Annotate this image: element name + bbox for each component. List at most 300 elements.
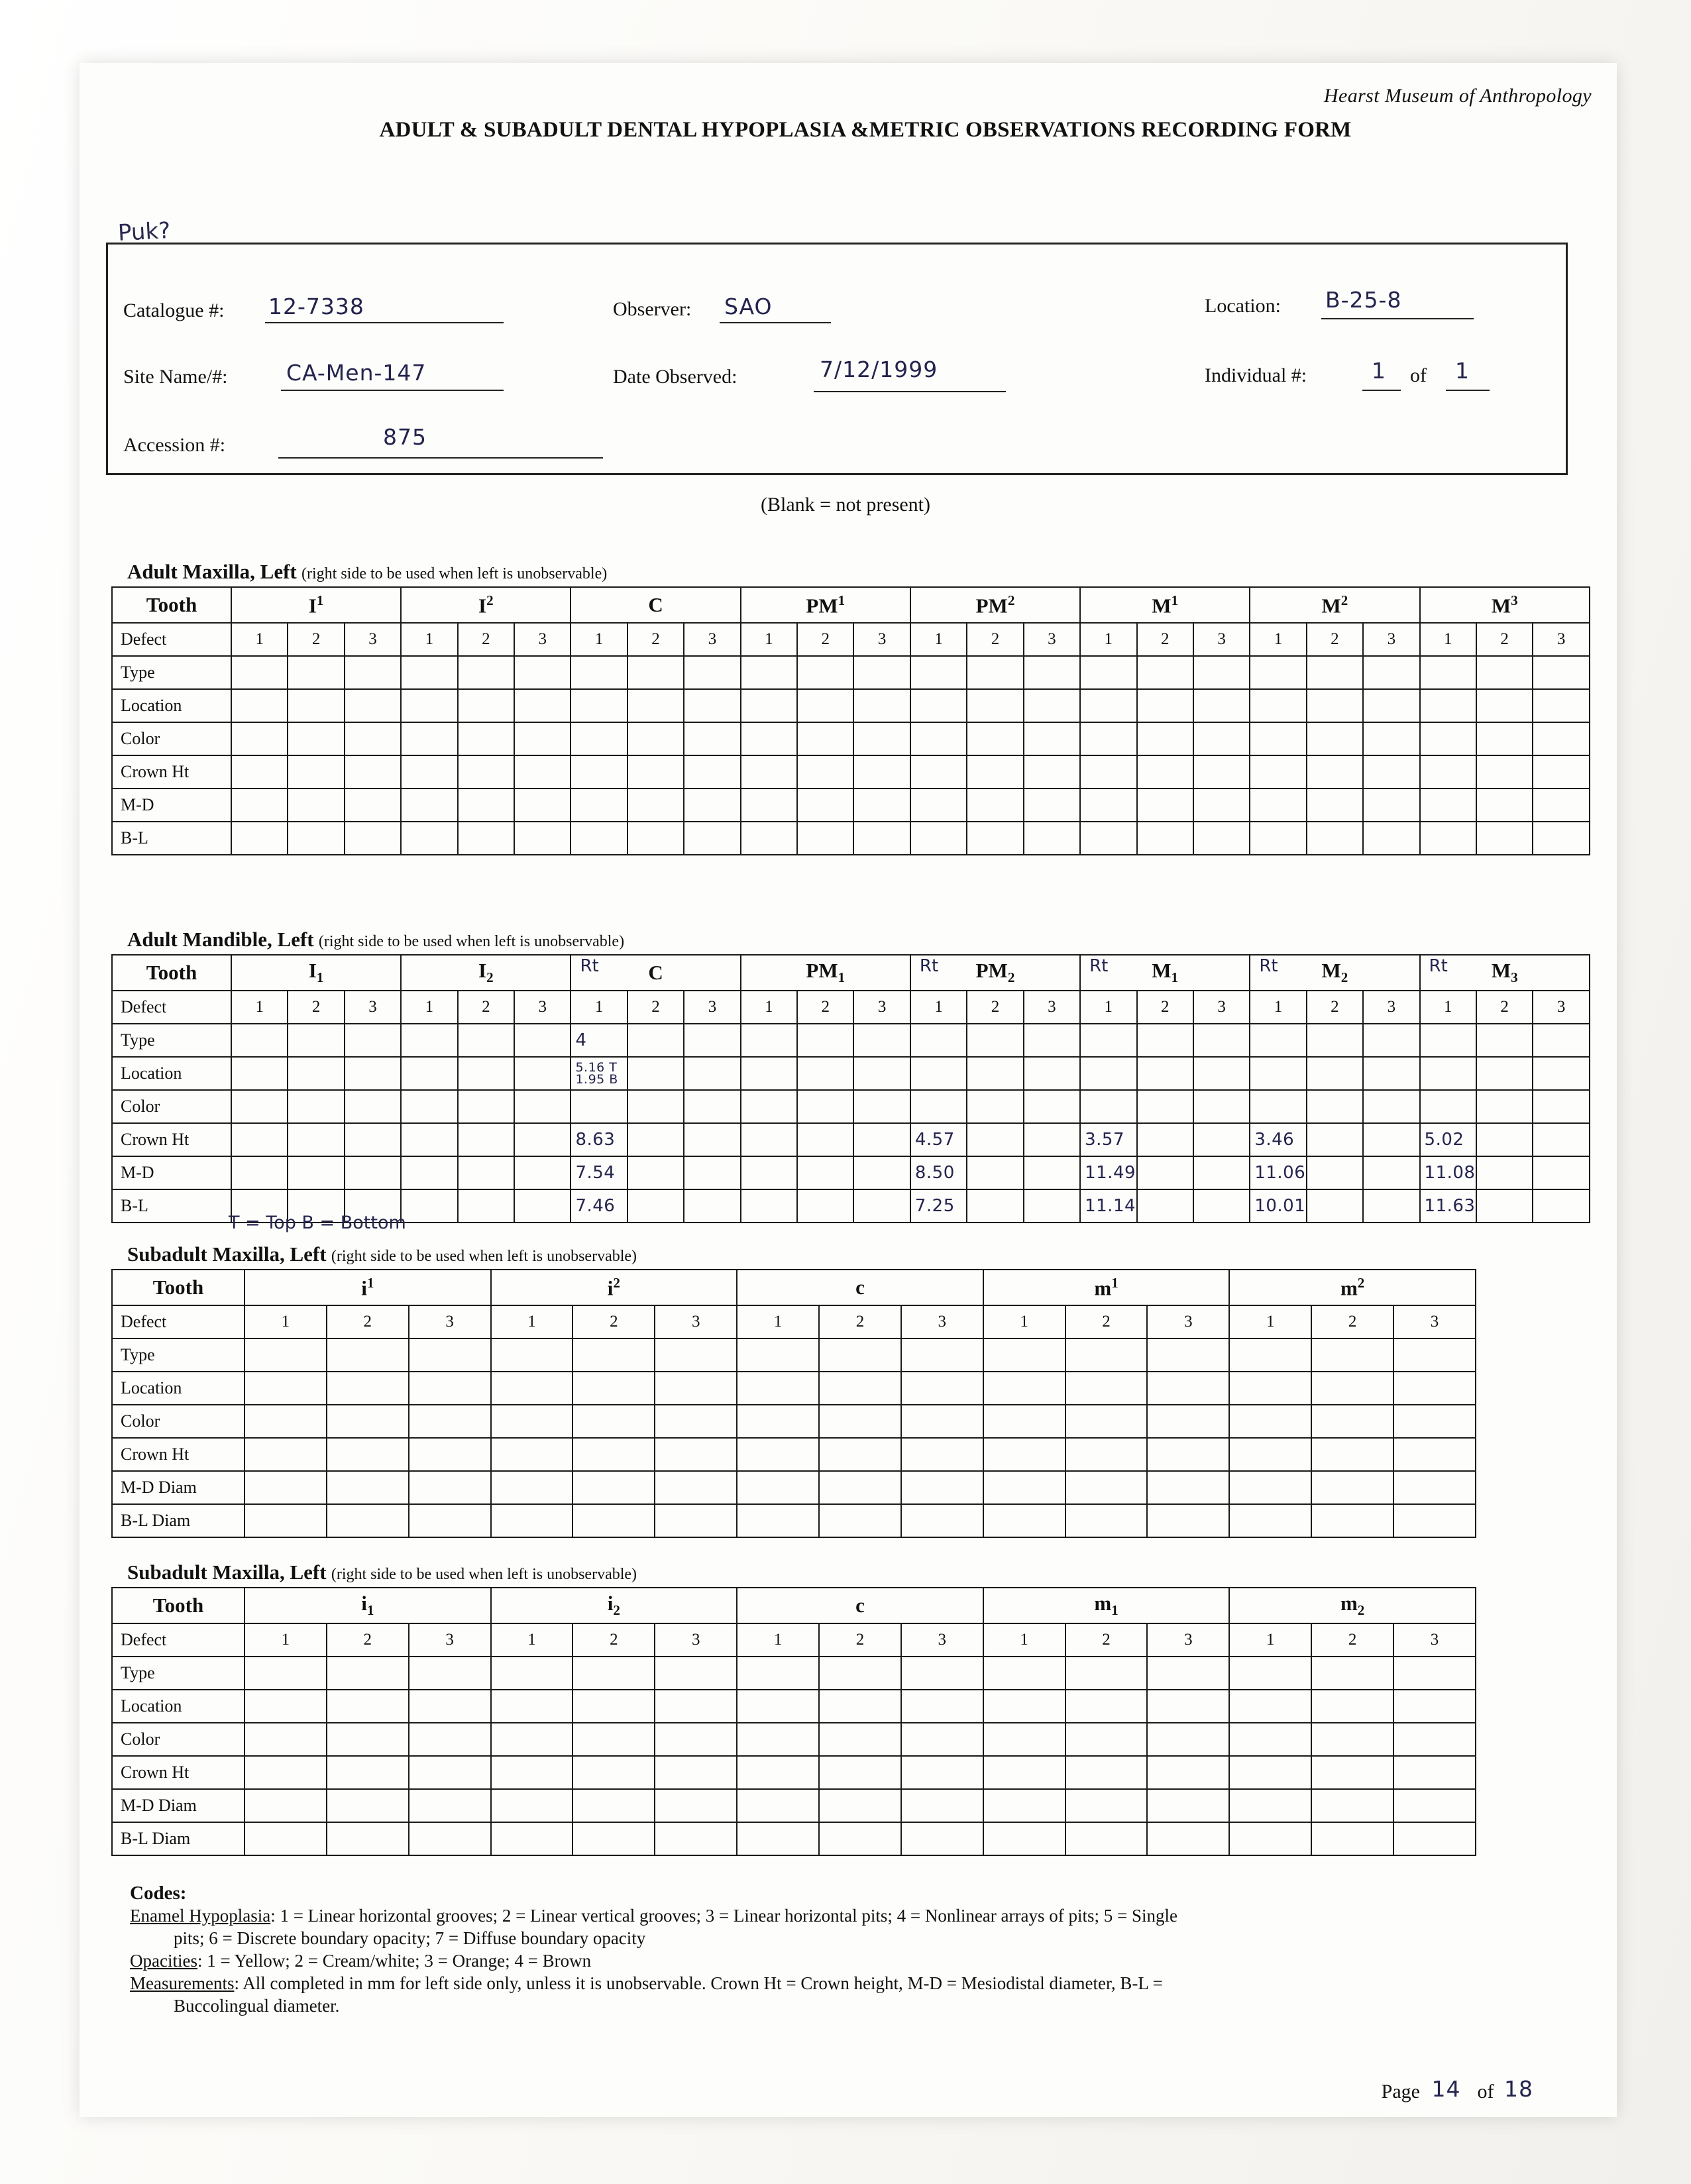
- data-cell[interactable]: [741, 656, 797, 689]
- data-cell[interactable]: [819, 1338, 901, 1372]
- data-cell[interactable]: [401, 689, 457, 722]
- data-cell[interactable]: [1476, 1024, 1533, 1057]
- data-cell[interactable]: [1024, 1057, 1080, 1090]
- data-cell[interactable]: [345, 822, 401, 855]
- data-cell[interactable]: [573, 1338, 655, 1372]
- data-cell[interactable]: [1250, 722, 1306, 755]
- data-cell[interactable]: [1137, 822, 1193, 855]
- data-cell[interactable]: [655, 1338, 737, 1372]
- data-cell[interactable]: [901, 1690, 983, 1723]
- data-cell[interactable]: [983, 1405, 1065, 1438]
- data-cell[interactable]: [1533, 1024, 1590, 1057]
- data-cell[interactable]: [741, 1156, 797, 1189]
- data-cell[interactable]: [1250, 1123, 1306, 1156]
- data-cell[interactable]: [245, 1789, 327, 1822]
- defect-number-cell[interactable]: 1: [1250, 623, 1306, 656]
- data-cell[interactable]: [853, 689, 910, 722]
- data-cell[interactable]: [684, 722, 740, 755]
- data-cell[interactable]: [1393, 1471, 1476, 1504]
- data-cell[interactable]: [983, 1504, 1065, 1537]
- data-cell[interactable]: [458, 755, 514, 789]
- data-cell[interactable]: [901, 1471, 983, 1504]
- data-cell[interactable]: [1193, 1024, 1250, 1057]
- data-cell[interactable]: [853, 1189, 910, 1223]
- data-cell[interactable]: [797, 1024, 853, 1057]
- data-cell[interactable]: [655, 1690, 737, 1723]
- data-cell[interactable]: [1393, 1822, 1476, 1855]
- data-cell[interactable]: [797, 822, 853, 855]
- data-cell[interactable]: [983, 1789, 1065, 1822]
- data-cell[interactable]: [514, 689, 571, 722]
- defect-number-cell[interactable]: 2: [627, 991, 684, 1024]
- data-cell[interactable]: [1363, 1090, 1419, 1123]
- data-cell[interactable]: [1311, 1338, 1393, 1372]
- data-cell[interactable]: [1393, 1504, 1476, 1537]
- data-cell[interactable]: [910, 1090, 967, 1123]
- defect-number-cell[interactable]: 3: [514, 991, 571, 1024]
- data-cell[interactable]: [571, 1156, 627, 1189]
- defect-number-cell[interactable]: 1: [1250, 991, 1306, 1024]
- data-cell[interactable]: [1137, 1123, 1193, 1156]
- data-cell[interactable]: [627, 1090, 684, 1123]
- data-cell[interactable]: [797, 789, 853, 822]
- data-cell[interactable]: [1137, 1090, 1193, 1123]
- data-cell[interactable]: [288, 1156, 344, 1189]
- defect-number-cell[interactable]: 3: [853, 991, 910, 1024]
- data-cell[interactable]: [901, 1657, 983, 1690]
- defect-number-cell[interactable]: 3: [1363, 991, 1419, 1024]
- defect-number-cell[interactable]: 2: [288, 623, 344, 656]
- data-cell[interactable]: [231, 1123, 288, 1156]
- data-cell[interactable]: [1250, 1090, 1306, 1123]
- data-cell[interactable]: [491, 1756, 573, 1789]
- data-cell[interactable]: [327, 1723, 409, 1756]
- data-cell[interactable]: [741, 722, 797, 755]
- data-cell[interactable]: [684, 1057, 740, 1090]
- data-cell[interactable]: [1533, 1156, 1590, 1189]
- data-cell[interactable]: [1476, 1090, 1533, 1123]
- data-cell[interactable]: [345, 689, 401, 722]
- site-value[interactable]: CA-Men-147: [286, 360, 427, 386]
- data-cell[interactable]: [1024, 1189, 1080, 1223]
- data-cell[interactable]: [819, 1756, 901, 1789]
- defect-number-cell[interactable]: 3: [514, 623, 571, 656]
- data-cell[interactable]: [409, 1338, 491, 1372]
- data-cell[interactable]: [1250, 689, 1306, 722]
- data-cell[interactable]: [1393, 1657, 1476, 1690]
- data-cell[interactable]: [901, 1822, 983, 1855]
- data-cell[interactable]: [1065, 1789, 1148, 1822]
- data-cell[interactable]: [327, 1438, 409, 1471]
- data-cell[interactable]: [1393, 1372, 1476, 1405]
- data-cell[interactable]: [853, 1024, 910, 1057]
- defect-number-cell[interactable]: 3: [655, 1623, 737, 1657]
- data-cell[interactable]: [910, 1123, 967, 1156]
- data-cell[interactable]: [458, 1090, 514, 1123]
- data-cell[interactable]: [983, 1438, 1065, 1471]
- data-cell[interactable]: [737, 1372, 819, 1405]
- data-cell[interactable]: [1137, 656, 1193, 689]
- data-cell[interactable]: [573, 1756, 655, 1789]
- data-cell[interactable]: [1363, 789, 1419, 822]
- data-cell[interactable]: [245, 1372, 327, 1405]
- data-cell[interactable]: [573, 1405, 655, 1438]
- data-cell[interactable]: [1065, 1372, 1148, 1405]
- data-cell[interactable]: [327, 1822, 409, 1855]
- data-cell[interactable]: [655, 1756, 737, 1789]
- data-cell[interactable]: [1476, 1123, 1533, 1156]
- data-cell[interactable]: [1250, 1189, 1306, 1223]
- data-cell[interactable]: [1147, 1504, 1229, 1537]
- data-cell[interactable]: [655, 1372, 737, 1405]
- data-cell[interactable]: [491, 1438, 573, 1471]
- data-cell[interactable]: [797, 656, 853, 689]
- data-cell[interactable]: [1311, 1405, 1393, 1438]
- data-cell[interactable]: [409, 1723, 491, 1756]
- data-cell[interactable]: [327, 1690, 409, 1723]
- data-cell[interactable]: [514, 1024, 571, 1057]
- data-cell[interactable]: [1137, 1156, 1193, 1189]
- data-cell[interactable]: [409, 1756, 491, 1789]
- data-cell[interactable]: [901, 1789, 983, 1822]
- data-cell[interactable]: [288, 722, 344, 755]
- data-cell[interactable]: [967, 822, 1023, 855]
- data-cell[interactable]: [571, 822, 627, 855]
- data-cell[interactable]: [345, 1057, 401, 1090]
- data-cell[interactable]: [741, 1090, 797, 1123]
- defect-number-cell[interactable]: 1: [741, 991, 797, 1024]
- data-cell[interactable]: [1533, 1123, 1590, 1156]
- data-cell[interactable]: [1533, 755, 1590, 789]
- data-cell[interactable]: [1476, 722, 1533, 755]
- data-cell[interactable]: [245, 1405, 327, 1438]
- data-cell[interactable]: [655, 1405, 737, 1438]
- data-cell[interactable]: [655, 1438, 737, 1471]
- defect-number-cell[interactable]: 3: [1533, 623, 1590, 656]
- data-cell[interactable]: [458, 1057, 514, 1090]
- data-cell[interactable]: [819, 1471, 901, 1504]
- defect-number-cell[interactable]: 2: [819, 1305, 901, 1338]
- data-cell[interactable]: [1420, 1123, 1476, 1156]
- data-cell[interactable]: [231, 1024, 288, 1057]
- data-cell[interactable]: [901, 1405, 983, 1438]
- data-cell[interactable]: [458, 1156, 514, 1189]
- data-cell[interactable]: [1311, 1471, 1393, 1504]
- data-cell[interactable]: [401, 722, 457, 755]
- data-cell[interactable]: [737, 1789, 819, 1822]
- data-cell[interactable]: [491, 1822, 573, 1855]
- data-cell[interactable]: [245, 1438, 327, 1471]
- data-cell[interactable]: [245, 1338, 327, 1372]
- data-cell[interactable]: [401, 1189, 457, 1223]
- data-cell[interactable]: [1420, 1090, 1476, 1123]
- defect-number-cell[interactable]: 1: [401, 623, 457, 656]
- data-cell[interactable]: [1533, 789, 1590, 822]
- data-cell[interactable]: [684, 822, 740, 855]
- data-cell[interactable]: [1307, 1123, 1363, 1156]
- data-cell[interactable]: [627, 1156, 684, 1189]
- data-cell[interactable]: [1024, 1090, 1080, 1123]
- data-cell[interactable]: [231, 755, 288, 789]
- data-cell[interactable]: [1229, 1789, 1311, 1822]
- data-cell[interactable]: [1420, 1057, 1476, 1090]
- data-cell[interactable]: [571, 789, 627, 822]
- data-cell[interactable]: [1229, 1372, 1311, 1405]
- data-cell[interactable]: [797, 755, 853, 789]
- data-cell[interactable]: [741, 789, 797, 822]
- data-cell[interactable]: [1229, 1338, 1311, 1372]
- data-cell[interactable]: [458, 1189, 514, 1223]
- data-cell[interactable]: [1533, 1057, 1590, 1090]
- data-cell[interactable]: [1307, 722, 1363, 755]
- data-cell[interactable]: [967, 722, 1023, 755]
- data-cell[interactable]: [1250, 1024, 1306, 1057]
- data-cell[interactable]: [983, 1338, 1065, 1372]
- data-cell[interactable]: [231, 1156, 288, 1189]
- data-cell[interactable]: [1363, 755, 1419, 789]
- data-cell[interactable]: [853, 722, 910, 755]
- data-cell[interactable]: [1311, 1690, 1393, 1723]
- data-cell[interactable]: [737, 1756, 819, 1789]
- data-cell[interactable]: [1193, 789, 1250, 822]
- defect-number-cell[interactable]: 3: [1193, 623, 1250, 656]
- data-cell[interactable]: [345, 1024, 401, 1057]
- data-cell[interactable]: [797, 1090, 853, 1123]
- data-cell[interactable]: [1080, 689, 1136, 722]
- defect-number-cell[interactable]: 3: [901, 1623, 983, 1657]
- data-cell[interactable]: [1420, 689, 1476, 722]
- data-cell[interactable]: [983, 1372, 1065, 1405]
- data-cell[interactable]: [573, 1657, 655, 1690]
- data-cell[interactable]: [684, 689, 740, 722]
- page-number[interactable]: 14: [1431, 2076, 1461, 2102]
- data-cell[interactable]: [967, 1090, 1023, 1123]
- data-cell[interactable]: [1307, 1057, 1363, 1090]
- data-cell[interactable]: [1250, 1057, 1306, 1090]
- data-cell[interactable]: [655, 1504, 737, 1537]
- defect-number-cell[interactable]: 1: [1229, 1623, 1311, 1657]
- data-cell[interactable]: [853, 1057, 910, 1090]
- data-cell[interactable]: [627, 656, 684, 689]
- data-cell[interactable]: [1307, 1189, 1363, 1223]
- data-cell[interactable]: [345, 1156, 401, 1189]
- data-cell[interactable]: [1137, 1057, 1193, 1090]
- data-cell[interactable]: [245, 1690, 327, 1723]
- data-cell[interactable]: [1393, 1438, 1476, 1471]
- data-cell[interactable]: [231, 1057, 288, 1090]
- defect-number-cell[interactable]: 3: [1193, 991, 1250, 1024]
- data-cell[interactable]: [1229, 1504, 1311, 1537]
- data-cell[interactable]: [819, 1438, 901, 1471]
- data-cell[interactable]: [1229, 1405, 1311, 1438]
- data-cell[interactable]: [684, 1156, 740, 1189]
- data-cell[interactable]: [1420, 656, 1476, 689]
- data-cell[interactable]: [1229, 1822, 1311, 1855]
- data-cell[interactable]: [819, 1822, 901, 1855]
- defect-number-cell[interactable]: 1: [571, 623, 627, 656]
- data-cell[interactable]: [345, 722, 401, 755]
- data-cell[interactable]: [1024, 822, 1080, 855]
- data-cell[interactable]: [1024, 1156, 1080, 1189]
- data-cell[interactable]: [491, 1504, 573, 1537]
- data-cell[interactable]: [345, 755, 401, 789]
- data-cell[interactable]: [1137, 689, 1193, 722]
- data-cell[interactable]: [1420, 722, 1476, 755]
- data-cell[interactable]: [910, 656, 967, 689]
- defect-number-cell[interactable]: 1: [245, 1623, 327, 1657]
- data-cell[interactable]: [401, 1057, 457, 1090]
- defect-number-cell[interactable]: 3: [684, 991, 740, 1024]
- data-cell[interactable]: [1476, 822, 1533, 855]
- data-cell[interactable]: [1024, 689, 1080, 722]
- data-cell[interactable]: [571, 1123, 627, 1156]
- data-cell[interactable]: [1080, 755, 1136, 789]
- data-cell[interactable]: [288, 656, 344, 689]
- data-cell[interactable]: [1533, 822, 1590, 855]
- defect-number-cell[interactable]: 1: [231, 991, 288, 1024]
- data-cell[interactable]: [491, 1789, 573, 1822]
- accession-value[interactable]: 875: [383, 424, 427, 450]
- defect-number-cell[interactable]: 1: [983, 1623, 1065, 1657]
- catalogue-value[interactable]: 12-7338: [268, 294, 364, 319]
- observer-value[interactable]: SAO: [724, 294, 773, 319]
- data-cell[interactable]: [1193, 1057, 1250, 1090]
- data-cell[interactable]: [627, 1123, 684, 1156]
- data-cell[interactable]: [819, 1690, 901, 1723]
- defect-number-cell[interactable]: 3: [901, 1305, 983, 1338]
- data-cell[interactable]: [288, 1024, 344, 1057]
- defect-number-cell[interactable]: 2: [573, 1623, 655, 1657]
- defect-number-cell[interactable]: 2: [1476, 623, 1533, 656]
- defect-number-cell[interactable]: 3: [1024, 991, 1080, 1024]
- data-cell[interactable]: [1311, 1438, 1393, 1471]
- data-cell[interactable]: [983, 1690, 1065, 1723]
- data-cell[interactable]: [1420, 1156, 1476, 1189]
- data-cell[interactable]: [655, 1789, 737, 1822]
- data-cell[interactable]: [1024, 1024, 1080, 1057]
- data-cell[interactable]: [741, 755, 797, 789]
- data-cell[interactable]: [1137, 755, 1193, 789]
- data-cell[interactable]: [491, 1723, 573, 1756]
- data-cell[interactable]: [514, 1123, 571, 1156]
- data-cell[interactable]: [327, 1756, 409, 1789]
- data-cell[interactable]: [1137, 722, 1193, 755]
- data-cell[interactable]: [514, 1189, 571, 1223]
- data-cell[interactable]: [1229, 1657, 1311, 1690]
- data-cell[interactable]: [491, 1372, 573, 1405]
- data-cell[interactable]: [288, 1090, 344, 1123]
- data-cell[interactable]: [231, 689, 288, 722]
- data-cell[interactable]: [1147, 1438, 1229, 1471]
- defect-number-cell[interactable]: 1: [1080, 623, 1136, 656]
- data-cell[interactable]: [245, 1657, 327, 1690]
- data-cell[interactable]: [1080, 1090, 1136, 1123]
- data-cell[interactable]: [1065, 1338, 1148, 1372]
- data-cell[interactable]: [231, 1090, 288, 1123]
- data-cell[interactable]: [401, 1123, 457, 1156]
- data-cell[interactable]: [737, 1438, 819, 1471]
- data-cell[interactable]: [1476, 1189, 1533, 1223]
- data-cell[interactable]: [901, 1372, 983, 1405]
- defect-number-cell[interactable]: 2: [458, 991, 514, 1024]
- data-cell[interactable]: [627, 1057, 684, 1090]
- data-cell[interactable]: [1363, 722, 1419, 755]
- defect-number-cell[interactable]: 2: [1065, 1305, 1148, 1338]
- data-cell[interactable]: [901, 1438, 983, 1471]
- defect-number-cell[interactable]: 3: [684, 623, 740, 656]
- data-cell[interactable]: [1147, 1756, 1229, 1789]
- data-cell[interactable]: [1080, 1024, 1136, 1057]
- defect-number-cell[interactable]: 1: [983, 1305, 1065, 1338]
- data-cell[interactable]: [514, 722, 571, 755]
- data-cell[interactable]: [1311, 1789, 1393, 1822]
- data-cell[interactable]: [1311, 1504, 1393, 1537]
- data-cell[interactable]: [819, 1504, 901, 1537]
- data-cell[interactable]: [288, 1123, 344, 1156]
- data-cell[interactable]: [1147, 1405, 1229, 1438]
- defect-number-cell[interactable]: 1: [401, 991, 457, 1024]
- data-cell[interactable]: [967, 1057, 1023, 1090]
- data-cell[interactable]: [1147, 1338, 1229, 1372]
- data-cell[interactable]: [1193, 656, 1250, 689]
- data-cell[interactable]: [627, 822, 684, 855]
- data-cell[interactable]: [458, 722, 514, 755]
- data-cell[interactable]: [1147, 1690, 1229, 1723]
- data-cell[interactable]: [1065, 1723, 1148, 1756]
- defect-number-cell[interactable]: 2: [1311, 1623, 1393, 1657]
- data-cell[interactable]: [1420, 822, 1476, 855]
- defect-number-cell[interactable]: 2: [288, 991, 344, 1024]
- data-cell[interactable]: [1393, 1789, 1476, 1822]
- data-cell[interactable]: [401, 1090, 457, 1123]
- defect-number-cell[interactable]: 1: [245, 1305, 327, 1338]
- data-cell[interactable]: [1065, 1405, 1148, 1438]
- data-cell[interactable]: [458, 789, 514, 822]
- defect-number-cell[interactable]: 3: [655, 1305, 737, 1338]
- data-cell[interactable]: [819, 1657, 901, 1690]
- data-cell[interactable]: [901, 1756, 983, 1789]
- data-cell[interactable]: [983, 1657, 1065, 1690]
- data-cell[interactable]: [1533, 656, 1590, 689]
- defect-number-cell[interactable]: 2: [797, 623, 853, 656]
- defect-number-cell[interactable]: 2: [627, 623, 684, 656]
- data-cell[interactable]: [1420, 789, 1476, 822]
- data-cell[interactable]: [684, 789, 740, 822]
- data-cell[interactable]: [1307, 1024, 1363, 1057]
- data-cell[interactable]: [1080, 722, 1136, 755]
- data-cell[interactable]: [458, 1024, 514, 1057]
- data-cell[interactable]: [514, 656, 571, 689]
- defect-number-cell[interactable]: 3: [345, 623, 401, 656]
- defect-number-cell[interactable]: 1: [1420, 623, 1476, 656]
- data-cell[interactable]: [401, 789, 457, 822]
- data-cell[interactable]: [684, 1189, 740, 1223]
- data-cell[interactable]: [741, 1057, 797, 1090]
- data-cell[interactable]: [1363, 1156, 1419, 1189]
- data-cell[interactable]: [1363, 1189, 1419, 1223]
- data-cell[interactable]: [288, 689, 344, 722]
- data-cell[interactable]: [797, 1123, 853, 1156]
- data-cell[interactable]: [409, 1690, 491, 1723]
- location-value[interactable]: B-25-8: [1325, 287, 1402, 313]
- defect-number-cell[interactable]: 2: [327, 1623, 409, 1657]
- individual-value[interactable]: 1: [1372, 358, 1386, 384]
- data-cell[interactable]: [458, 656, 514, 689]
- defect-number-cell[interactable]: 3: [1363, 623, 1419, 656]
- data-cell[interactable]: [737, 1504, 819, 1537]
- data-cell[interactable]: [1080, 656, 1136, 689]
- data-cell[interactable]: [910, 755, 967, 789]
